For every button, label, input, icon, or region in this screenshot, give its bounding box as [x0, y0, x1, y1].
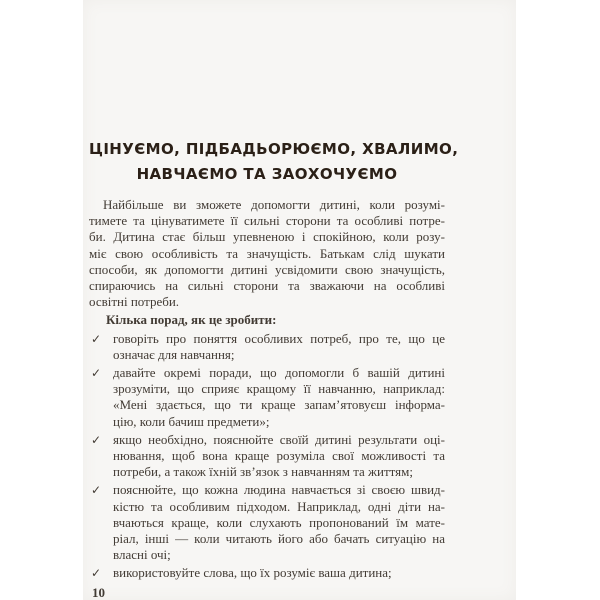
text-line: використовуйте слова, що їх розуміє ваша дитина; [113, 565, 392, 581]
book-page [83, 0, 516, 600]
tip-text [113, 482, 445, 563]
text-line: пояснюйте, що кожна людина навчається зі своєю швид- [113, 482, 445, 498]
text-line: потреби, а також їхній зв’язок з навчанням та життям; [113, 464, 413, 480]
text-line: означає для навчання; [113, 346, 235, 362]
text-line: освітні потреби. [89, 294, 180, 310]
text-line: Найбільше ви зможете допомогти дитині, коли розумі- [103, 197, 445, 212]
text-line: якщо необхідно, пояснюйте своїй дитині результати оці- [113, 431, 445, 447]
text-line: міє свою особливість та значущість. Батькам слід шукати [89, 245, 445, 261]
text-line: цію, коли бачиш предмети»; [113, 413, 270, 429]
tip-text [113, 365, 445, 430]
text-line: нювання, щоб вона краще розуміла свої можливості та [113, 448, 445, 464]
checkmark-icon: ✓ [91, 432, 102, 447]
page-content [89, 0, 459, 600]
text-line: ріал, інші — коли читають його або бачать ситуацію на [113, 531, 445, 547]
tip-text [113, 432, 445, 481]
text-line: способи, як допомогти дитині усвідомити свою значущість, [89, 261, 445, 277]
tip-item [89, 482, 445, 563]
text-line: тимете та цінуватимете її сильні сторони та особливі потре- [89, 213, 445, 229]
checkmark-icon: ✓ [91, 566, 102, 581]
intro-paragraph [89, 197, 445, 310]
tip-text [113, 565, 445, 581]
text-line: вчаються краще, коли слухають пропонований їм мате- [113, 514, 445, 530]
tip-item [89, 365, 445, 430]
text-line: власні очі; [113, 547, 171, 563]
checkmark-icon: ✓ [91, 331, 102, 346]
text-line: ЦІНУЄМО, ПІДБАДЬОРЮЄМО, ХВАЛИМО, [89, 140, 459, 158]
text-line: говоріть про поняття особливих потреб, про те, що це [113, 330, 445, 346]
text-line: кістю та особливим підходом. Наприклад, одні діти на- [113, 498, 445, 514]
text-line: «Мені здається, що ти краще запам’ятовуєш інформа- [113, 397, 445, 413]
text-line: давайте окремі поради, що допомогли б вашій дитині [113, 365, 445, 381]
tip-item [89, 432, 445, 481]
tips-heading: Кілька порад, як це зробити: [106, 312, 277, 328]
tip-item [89, 565, 445, 581]
text-line: НАВЧАЄМО ТА ЗАОХОЧУЄМО [136, 165, 398, 183]
checkmark-icon: ✓ [91, 483, 102, 498]
text-line: спираючись на сильні сторони та зважаючи на особливі [89, 278, 445, 294]
checkmark-icon: ✓ [91, 366, 102, 381]
tips-list [89, 331, 445, 582]
tip-text [113, 331, 445, 363]
text-line: зрозуміти, що сприяє кращому її навчанню, наприклад: [113, 381, 445, 397]
text-line: би. Дитина стає більш упевненою і спокійною, коли розу- [89, 229, 445, 245]
page-number: 10 [92, 585, 105, 600]
chapter-title [89, 0, 459, 187]
tip-item [89, 331, 445, 363]
